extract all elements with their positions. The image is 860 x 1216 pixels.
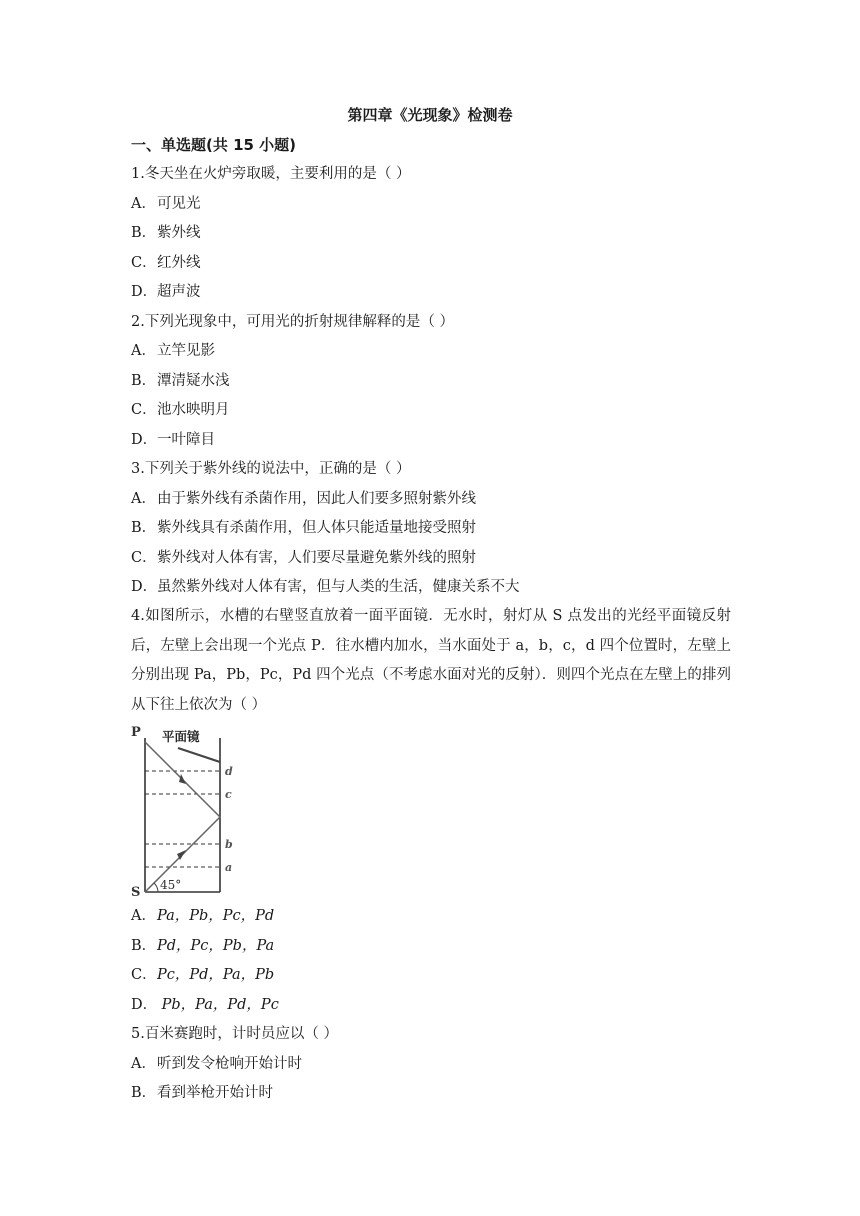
angle-arc [154,883,158,892]
question-3-stem: 3.下列关于紫外线的说法中，正确的是（ ） [131,461,411,477]
option-letter: C． [131,967,157,983]
light-ray [145,742,220,892]
option-3b [131,518,476,538]
option-text: 由于紫外线有杀菌作用，因此人们要多照射紫外线 [157,491,476,507]
option-letter: A． [131,908,156,924]
label-mirror: 平面镜 [162,729,200,744]
label-p: P [131,725,141,740]
option-4a [131,906,274,926]
option-letter: D． [131,432,158,448]
option-letter: C． [131,255,157,271]
water-tank-diagram [128,722,248,898]
option-text: 一叶障目 [157,432,215,448]
label-level-c: c [225,788,232,801]
option-letter: D． [131,284,158,300]
option-1d [131,282,201,302]
option-letter: B． [131,520,157,536]
label-level-b: b [225,838,233,851]
option-letter: A． [131,491,156,507]
option-3c [131,548,476,568]
option-4d [131,995,279,1015]
option-letter: B． [131,225,157,241]
option-letter: A． [131,1056,156,1072]
option-letter: C． [131,402,157,418]
option-2c [131,400,230,420]
ray-arrow-reflected [179,774,186,784]
option-3a [131,489,476,509]
question-4-stem: 4.如图所示，水槽的右壁竖直放着一面平面镜．无水时，射灯从 S 点发出的光经平面镜反射后，左壁上会出现一个光点 P．往水槽内加水，当水面处于 a，b，c，d 四个位置时，左壁上分别出现 Pa，Pb，Pc，Pd 四个光点（不考虑水面对光的反射）．则四个光点在左壁上的排列从下往上依次为（ ） [131,608,731,713]
option-3d [131,577,520,597]
option-text: 看到举枪开始计时 [157,1085,273,1101]
option-1a [131,194,201,214]
option-2b [131,371,230,391]
question-2-stem: 2.下列光现象中，可用光的折射规律解释的是（ ） [131,314,454,330]
option-5a [131,1054,302,1074]
option-4b [131,936,274,956]
option-text: 虽然紫外线对人体有害，但与人类的生活，健康关系不大 [157,579,520,595]
option-text: 紫外线 [157,225,201,241]
section-heading: 一、单选题(共 15 小题) [131,136,297,154]
option-text: 可见光 [157,196,201,212]
option-text: 紫外线具有杀菌作用，但人体只能适量地接受照射 [157,520,476,536]
question-5-stem: 5.百米赛跑时，计时员应以（ ） [131,1026,338,1042]
option-text: 听到发令枪响开始计时 [157,1056,302,1072]
option-letter: D． [131,579,158,595]
option-letter: A． [131,343,156,359]
option-text: 紫外线对人体有害，人们要尽量避免紫外线的照射 [157,550,476,566]
option-text: Pc，Pd，Pa，Pb [157,967,275,983]
option-text: Pa，Pb，Pc，Pd [157,908,275,924]
option-letter: B． [131,938,157,954]
option-2d [131,430,215,450]
label-s: S [131,885,141,898]
label-angle: 45° [160,878,182,892]
label-level-a: a [225,861,233,874]
option-text: Pb，Pa，Pd，Pc [157,997,279,1013]
option-letter: B． [131,373,157,389]
option-text: 立竿见影 [157,343,215,359]
option-2a [131,341,215,361]
question-1-stem: 1.冬天坐在火炉旁取暖，主要利用的是（ ） [131,166,411,182]
option-text: 红外线 [157,255,201,271]
option-text: 池水映明月 [157,402,230,418]
option-letter: A． [131,196,156,212]
option-text: 潭清疑水浅 [157,373,230,389]
option-1c [131,253,201,273]
option-4c [131,965,274,985]
option-text: Pd，Pc，Pb，Pa [157,938,275,954]
option-letter: B． [131,1085,157,1101]
mirror-line [178,748,220,762]
option-text: 超声波 [157,284,201,300]
option-letter: D． [131,997,158,1013]
label-level-d: d [225,765,233,778]
option-5b [131,1083,273,1103]
option-letter: C． [131,550,157,566]
page-title: 第四章《光现象》检测卷 [347,106,513,124]
option-1b [131,223,201,243]
